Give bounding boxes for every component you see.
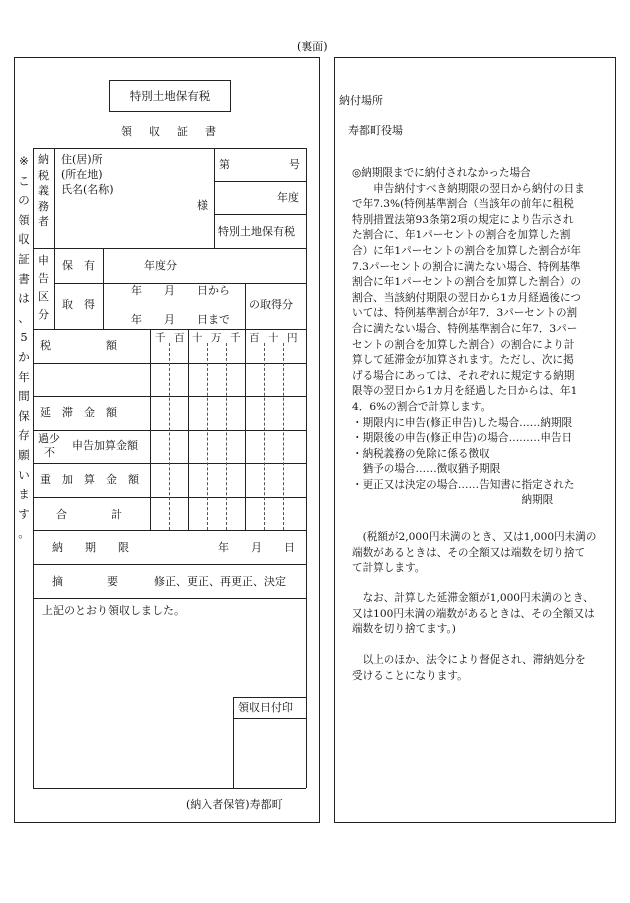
address-line-3: 氏名(名称) [61, 183, 114, 196]
heavy-additional-label: 重 加 算 金 額 [40, 473, 139, 486]
paragraph-line: 猶予の場合……徴収猶予期限 [352, 463, 501, 476]
vertical-char: 税 [38, 168, 49, 182]
holding-value: 年度分 [144, 259, 177, 272]
vertical-char: ※ [19, 154, 29, 168]
due-value: 年 月 日 [218, 541, 295, 554]
address-line-2: (所在地) [61, 168, 103, 181]
paragraph-line: た割合に、年1パーセントの割合を加算した割 [352, 229, 571, 242]
rounding-paragraph-2 [352, 591, 610, 638]
number-suffix: 号 [289, 158, 300, 171]
paragraph-line: 以上のほか、法令により督促され、滞納処分を [352, 654, 586, 666]
tax-title: 特別土地保有税 [129, 89, 211, 103]
vertical-char: 存 [18, 428, 30, 443]
vertical-char: 義 [38, 184, 49, 197]
paragraph-line: 端数を切り捨てます。) [352, 623, 456, 636]
number-prefix: 第 [219, 158, 230, 171]
address-line-1: 住(居)所 [61, 153, 103, 166]
paragraph-line: 端数があるときは、その全額又は端数を切り捨て [352, 546, 586, 559]
digit-header: 千 [155, 332, 166, 344]
vertical-char: ま [18, 487, 30, 502]
note-value: 修正、更正、再更正、決定 [154, 575, 286, 588]
acquisition-label: 取 得 [62, 298, 95, 311]
payer-label [33, 152, 54, 230]
paragraph-line: (税額が2,000円未満のとき、又は1,000円未満の [352, 531, 597, 543]
declaration-label [33, 252, 54, 324]
digit-header: 千 [230, 332, 241, 344]
digit-header: 百 [249, 332, 260, 344]
vertical-char: 収 [18, 232, 30, 247]
paragraph-line: 限等の翌日から1カ月を経過した日からは、年1 [352, 385, 578, 398]
receipt-title: 領 収 証 書 [121, 125, 219, 138]
paragraph-line: ◎納期限までに納付されなかった場合 [352, 167, 531, 179]
vertical-char: 申 [38, 254, 49, 267]
stamp-label: 領収日付印 [238, 701, 293, 714]
vertical-char: 。 [18, 526, 30, 541]
vertical-char: は [18, 291, 30, 306]
vertical-char: 領 [18, 212, 30, 227]
payment-place-value: 寿都町役場 [348, 124, 403, 137]
paragraph-line: 割合に年1パーセントの割合を加算した割合）の [352, 276, 581, 289]
paragraph-line: 合に満たない場合、特例基準割合に年7．3パー [352, 322, 578, 335]
paragraph-line: て計算します。 [352, 562, 426, 575]
under-declaration-top: 過少 [38, 432, 60, 445]
vertical-char: 保 [18, 408, 30, 423]
tax-amount-label: 税 額 [40, 339, 117, 352]
vertical-char: こ [18, 173, 30, 188]
acquisition-to: 年 月 日まで [131, 313, 230, 326]
digit-header: 十 [268, 332, 279, 344]
paragraph-line: 7.3パーセントの割合に満たない場合、特例基準 [352, 260, 581, 273]
vertical-char: 告 [38, 272, 49, 285]
vertical-char: 区 [38, 290, 49, 303]
paragraph-line: 又は100円未満の端数があるときは、その全額又は [352, 607, 595, 620]
retention-note [14, 152, 34, 544]
digit-header: 百 [174, 332, 185, 344]
vertical-char: 分 [38, 308, 49, 321]
holding-label: 保 有 [62, 259, 95, 272]
note-label: 摘 要 [52, 575, 118, 588]
digit-header: 円 [287, 332, 298, 344]
paragraph-line: ・更正又は決定の場合……告知書に指定された [352, 478, 575, 491]
paragraph-line: なお、計算した延滞金額が1,000円未満のとき、 [352, 592, 594, 604]
total-label: 合 計 [56, 508, 122, 521]
vertical-char: い [18, 467, 30, 482]
vertical-char: か [18, 349, 30, 364]
vertical-char: す [18, 506, 30, 521]
late-payment-paragraph [352, 166, 610, 509]
receipt-footer: (納入者保管)寿都町 [186, 798, 283, 811]
rounding-paragraph-1 [352, 530, 610, 577]
paragraph-line: 4．6%の割合で計算します。 [352, 400, 492, 413]
paragraph-line: 特別措置法第93条第2項の規定により告示され [352, 213, 574, 226]
paragraph-line: 割合、当該納付期限の翌日から1カ月経過後につ [352, 291, 581, 304]
vertical-char: 務 [38, 199, 49, 213]
vertical-char: 年 [18, 369, 30, 384]
vertical-char: 、 [18, 310, 30, 325]
collection-paragraph [352, 653, 610, 684]
fiscal-year: 年度 [277, 191, 299, 204]
paragraph-line: 合）に年1パーセントの割合を加算した割合が年 [352, 244, 581, 257]
vertical-char: 間 [18, 389, 30, 404]
vertical-char: 願 [18, 447, 30, 462]
acquisition-from: 年 月 日から [131, 284, 230, 297]
paragraph-line: 申告納付すべき納期限の翌日から納付の日ま [352, 182, 585, 195]
paragraph-line: で年7.3%(特例基準割合（当該年の前年に租税 [352, 198, 574, 211]
digit-header: 万 [211, 332, 222, 344]
paragraph-line: 納期限 [352, 494, 554, 507]
payment-place-label: 納付場所 [339, 94, 383, 107]
paragraph-line: いては、特例基準割合が年7．3パーセントの割 [352, 307, 578, 320]
vertical-char: 者 [38, 215, 49, 228]
vertical-char: 5 [20, 330, 28, 345]
honorific: 様 [197, 199, 208, 212]
page-label: (裏面) [297, 40, 328, 53]
paragraph-line: ・期限内に申告(修正申告)した場合……納期限 [352, 416, 573, 429]
vertical-char: 書 [18, 271, 30, 286]
under-declaration-label: 申告加算金額 [72, 439, 138, 452]
paragraph-line: 算して延滞金が加算されます。ただし、次に掲 [352, 354, 574, 367]
tax-name-cell: 特別土地保有税 [218, 225, 295, 238]
paragraph-line: ・期限後の申告(修正申告)の場合………申告日 [352, 432, 573, 445]
under-declaration-bottom: 不 [44, 446, 55, 459]
digit-header: 十 [192, 332, 203, 344]
vertical-char: 納 [38, 153, 49, 166]
paragraph-line: げる場合にあっては、それぞれに規定する納期 [352, 369, 575, 382]
delinquency-label: 延 滞 金 額 [40, 406, 117, 419]
paragraph-line: ・納税義務の免除に係る徴収 [352, 447, 490, 460]
vertical-char: の [18, 193, 30, 208]
paragraph-line: セントの割合を加算した割合）の割合により計 [352, 338, 575, 351]
paragraph-line: 受けることになります。 [352, 669, 468, 682]
acquisition-suffix: の取得分 [249, 298, 293, 311]
due-label: 納 期 限 [52, 541, 129, 554]
received-text: 上記のとおり領収しました。 [42, 604, 185, 617]
vertical-char: 証 [18, 251, 30, 266]
